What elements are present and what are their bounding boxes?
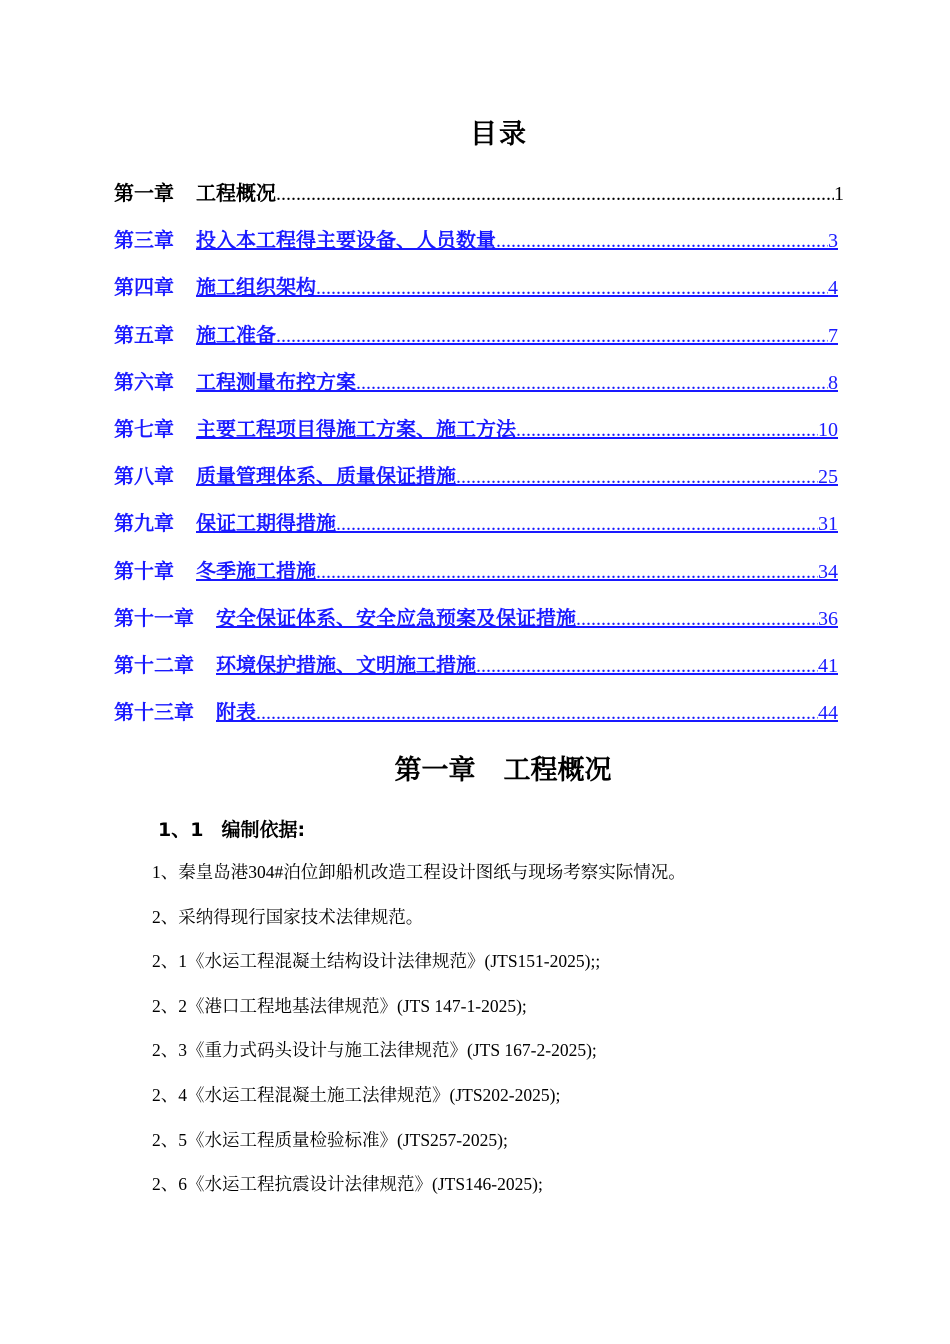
toc-entry-chapter-13[interactable] (114, 697, 838, 744)
toc-entry-label (114, 178, 276, 208)
toc-chapter-title: 主要工程项目得施工方案、施工方法 (196, 416, 516, 441)
toc-entry-label (114, 603, 576, 633)
toc-chapter-number: 第十章 (114, 558, 174, 583)
body-paragraph: 1、秦皇岛港304#泊位卸船机改造工程设计图纸与现场考察实际情况。 (152, 862, 686, 882)
toc-leader-dots (316, 557, 818, 587)
toc-chapter-title: 保证工期得措施 (196, 511, 336, 536)
toc-page-number: 8 (828, 371, 838, 394)
toc-chapter-title: 安全保证体系、安全应急预案及保证措施 (216, 605, 576, 630)
body-text (152, 858, 852, 1215)
toc-leader-dots (516, 415, 818, 445)
chapter-title: 工程概况 (503, 755, 612, 786)
toc-chapter-number: 第三章 (114, 228, 174, 253)
toc-entry-chapter-4[interactable] (114, 272, 838, 319)
toc-entry-label (114, 461, 456, 491)
toc-page-number: 1 (834, 183, 844, 205)
toc-entry-label (114, 225, 496, 255)
toc-page-number: 10 (818, 418, 838, 441)
toc-entry-chapter-1[interactable] (114, 178, 844, 225)
toc-entry-label (114, 272, 316, 302)
body-paragraph: 2、2《港口工程地基法律规范》(JTS 147-1-2025); (152, 995, 527, 1016)
toc-chapter-title: 环境保护措施、文明施工措施 (216, 652, 476, 677)
toc-entry-chapter-12[interactable] (114, 650, 838, 697)
toc-page-number: 41 (818, 654, 838, 677)
toc-chapter-number: 第四章 (114, 275, 174, 300)
toc-chapter-title: 附表 (216, 700, 256, 725)
toc-leader-dots (456, 462, 818, 492)
toc-entry-chapter-5[interactable] (114, 320, 838, 367)
toc-page-number: 4 (828, 277, 838, 300)
toc-chapter-title: 冬季施工措施 (196, 558, 316, 583)
toc-leader-dots (276, 179, 834, 209)
section-title: 编制依据: (221, 819, 306, 841)
toc-chapter-number: 第十三章 (114, 700, 194, 725)
toc-chapter-number: 第十一章 (114, 605, 194, 630)
toc-chapter-title: 施工组织架构 (196, 275, 316, 300)
body-paragraph: 2、1《水运工程混凝土结构设计法律规范》(JTS151-2025);; (152, 951, 601, 972)
toc-chapter-title: 工程概况 (196, 181, 276, 205)
toc-leader-dots (316, 273, 828, 303)
chapter-heading (0, 748, 950, 787)
body-paragraph: 2、5《水运工程质量检验标准》(JTS257-2025); (152, 1129, 508, 1150)
section-number: 1、1 (158, 819, 204, 841)
toc-page-number: 31 (818, 513, 838, 536)
toc-entry-chapter-10[interactable] (114, 556, 838, 603)
toc-page-number: 7 (828, 324, 838, 347)
toc-page-number: 3 (828, 230, 838, 253)
toc-entry-chapter-9[interactable] (114, 508, 838, 555)
toc-entry-label (114, 697, 256, 727)
toc-entry-label (114, 414, 516, 444)
toc-leader-dots (476, 651, 818, 681)
toc-chapter-number: 第九章 (114, 511, 174, 536)
body-paragraph: 2、3《重力式码头设计与施工法律规范》(JTS 167-2-2025); (152, 1040, 597, 1061)
toc-chapter-number: 第十二章 (114, 652, 194, 677)
toc-entry-chapter-3[interactable] (114, 225, 838, 272)
toc-entry-label (114, 508, 336, 538)
toc-entry-label (114, 650, 476, 680)
toc-chapter-number: 第八章 (114, 464, 174, 489)
toc-leader-dots (576, 604, 818, 634)
toc-page-number: 44 (818, 702, 838, 725)
toc-leader-dots (356, 368, 828, 398)
toc-chapter-title: 工程测量布控方案 (196, 369, 356, 394)
section-heading (158, 815, 305, 842)
toc-chapter-title: 投入本工程得主要设备、人员数量 (196, 228, 496, 253)
toc-chapter-number: 第七章 (114, 416, 174, 441)
toc-page-number: 34 (818, 560, 838, 583)
body-paragraph: 2、采纳得现行国家技术法律规范。 (152, 906, 424, 927)
toc-entry-chapter-6[interactable] (114, 367, 838, 414)
toc-entry-chapter-11[interactable] (114, 603, 838, 650)
toc-entry-label (114, 556, 316, 586)
toc-chapter-number: 第六章 (114, 369, 174, 394)
table-of-contents (114, 178, 844, 744)
toc-chapter-title: 施工准备 (196, 322, 276, 347)
toc-entry-label (114, 320, 276, 350)
toc-entry-chapter-7[interactable] (114, 414, 838, 461)
toc-leader-dots (276, 321, 828, 351)
body-paragraph: 2、4《水运工程混凝土施工法律规范》(JTS202-2025); (152, 1084, 561, 1105)
toc-leader-dots (496, 226, 828, 256)
toc-leader-dots (256, 698, 818, 728)
toc-entry-label (114, 367, 356, 397)
toc-page-number: 25 (818, 466, 838, 489)
chapter-number: 第一章 (394, 755, 476, 786)
toc-entry-chapter-8[interactable] (114, 461, 838, 508)
toc-page-number: 36 (818, 607, 838, 630)
body-paragraph: 2、6《水运工程抗震设计法律规范》(JTS146-2025); (152, 1174, 543, 1195)
toc-title: 目录 (470, 119, 528, 150)
toc-chapter-title: 质量管理体系、质量保证措施 (196, 464, 456, 489)
toc-chapter-number: 第五章 (114, 322, 174, 347)
toc-chapter-number: 第一章 (114, 181, 174, 205)
toc-leader-dots (336, 509, 818, 539)
